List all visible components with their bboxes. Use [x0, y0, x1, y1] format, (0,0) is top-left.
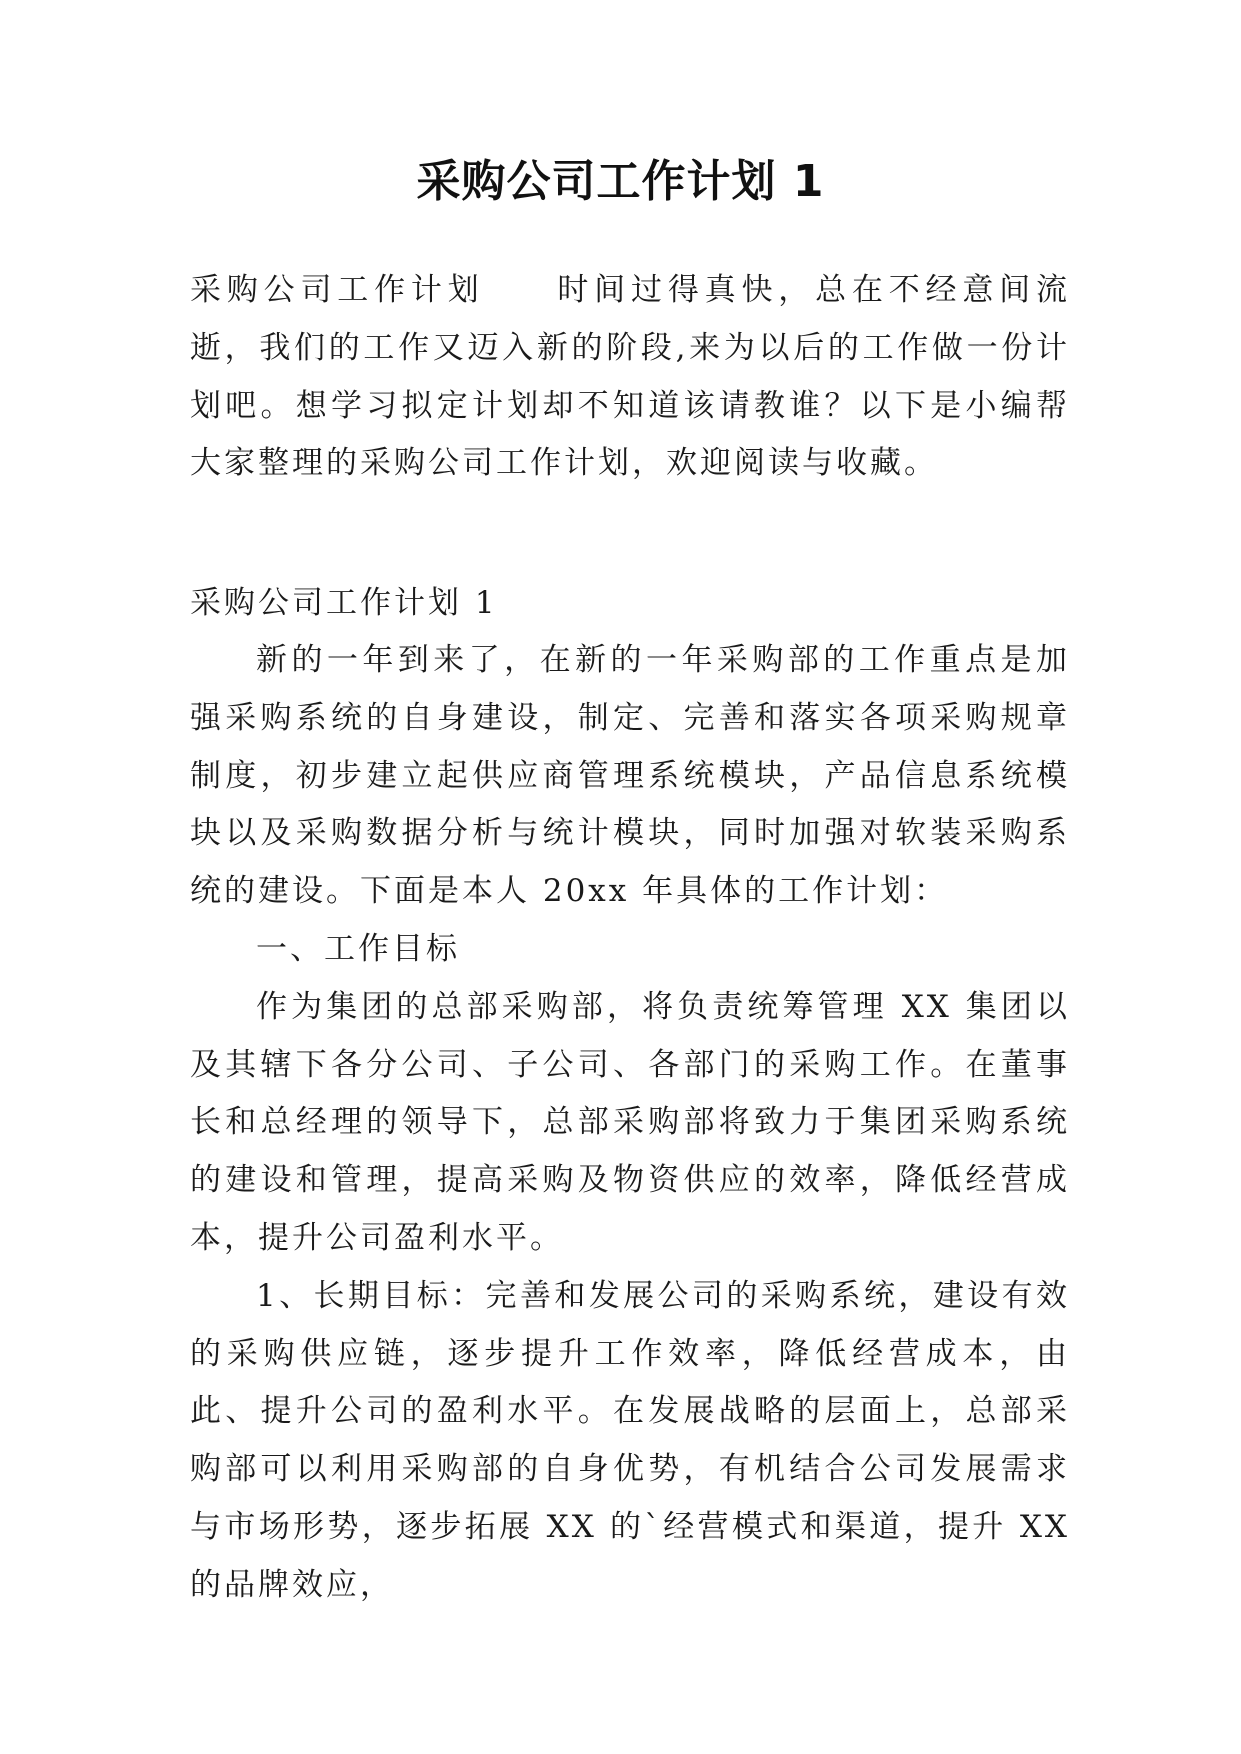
section-heading: 采购公司工作计划 1 [190, 585, 498, 621]
paragraph-headquarters-role: 作为集团的总部采购部，将负责统筹管理 XX 集团以及其辖下各分公司、子公司、各部门的采购工作。在董事长和总经理的领导下，总部采购部将致力于集团采购系统的建设和管理，提高采购及物资供应的效率，降低经营成本，提升公司盈利水平。 [190, 988, 1070, 1256]
document-title: 采购公司工作计划 1 [416, 156, 825, 207]
paragraph-new-year-plan: 新的一年到来了，在新的一年采购部的工作重点是加强采购系统的自身建设，制定、完善和落实各项采购规章制度，初步建立起供应商管理系统模块，产品信息系统模块以及采购数据分析与统计模块，同时加强对软装采购系统的建设。下面是本人 20xx 年具体的工作计划： [190, 642, 1070, 910]
intro-paragraph [190, 262, 1070, 493]
intro-text: 时间过得真快，总在不经意间流逝，我们的工作又迈入新的阶段,来为以后的工作做一份计划吧。想学习拟定计划却不知道该请教谁？以下是小编帮大家整理的采购公司工作计划，欢迎阅读与收藏。 [190, 272, 1070, 482]
document-body [190, 632, 1070, 1615]
intro-lead: 采购公司工作计划 [190, 272, 485, 308]
heading-work-goals: 一、工作目标 [256, 930, 460, 967]
paragraph-long-term-goal: 1、长期目标：完善和发展公司的采购系统，建设有效的采购供应链，逐步提升工作效率，降低经营成本，由此、提升公司的盈利水平。在发展战略的层面上，总部采购部可以利用采购部的自身优势，有机结合公司发展需求与市场形势，逐步拓展 XX 的`经营模式和渠道，提升 XX 的品牌效应， [190, 1277, 1070, 1603]
